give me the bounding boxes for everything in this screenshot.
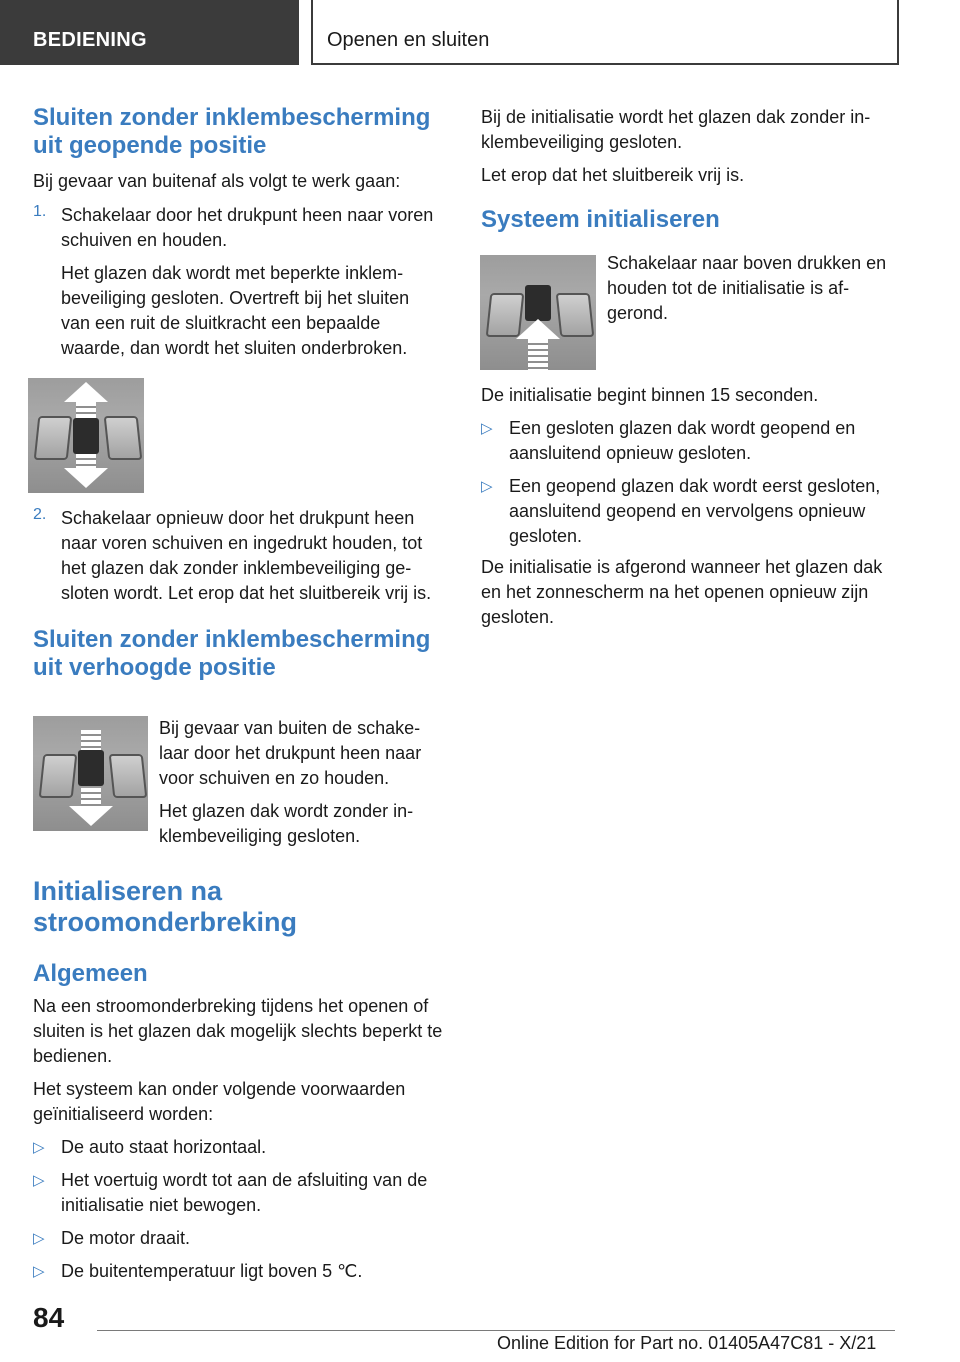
general-paragraph-1: Na een stroomonderbreking tijdens het openen of sluiten is het glazen dak mogelijk slechts beperkt te bedienen.: [33, 996, 443, 1066]
left-column-2: [33, 506, 443, 682]
heading-close-from-raised: Sluiten zonder inklembescherming uit verhoogde positie: [33, 626, 431, 681]
triangle-bullet-icon: ▷: [33, 1230, 45, 1247]
right-column-2: [481, 383, 896, 630]
triangle-bullet-icon: ▷: [33, 1139, 45, 1156]
step-2-number: 2.: [33, 506, 47, 523]
triangle-bullet-icon: ▷: [481, 420, 493, 437]
heading-init-after-power-loss: Initialiseren na stroomonderbreking: [33, 876, 298, 937]
right-paragraph-2: Let erop dat het sluitbereik vrij is.: [481, 165, 745, 185]
step-2-text: Schakelaar opnieuw door het drukpunt heen naar voren schuiven en ingedrukt houden, tot het glazen dak zonder inklembeveiliging gesloten wordt. Let erop dat het sluitbereik vrij is.: [61, 508, 432, 603]
triangle-bullet-icon: ▷: [33, 1172, 45, 1189]
list-item: ▷ Een geopend glazen dak wordt eerst gesloten, aansluitend geopend en vervolgens opnieuw gesloten.: [481, 476, 881, 546]
section-title: BEDIENING: [33, 29, 147, 51]
list-item: ▷ Een gesloten glazen dak wordt geopend en aansluitend opnieuw gesloten.: [481, 418, 856, 463]
system-init-text: [607, 251, 897, 326]
step-2: [33, 506, 443, 606]
chapter-title: Openen en sluiten: [327, 29, 490, 51]
raised-paragraph-1: Bij gevaar van buiten de schakelaar door het drukpunt heen naar voor schuiven en zo houden.: [159, 718, 422, 788]
conditions-list: [33, 1135, 443, 1284]
raised-paragraph-2: Het glazen dak wordt zonder inklembeveiliging gesloten.: [159, 801, 414, 846]
section-tab: [0, 0, 299, 65]
init-bullets: [481, 416, 896, 549]
switch-push-up-image: [480, 255, 596, 370]
left-column-3: [33, 876, 443, 1284]
step-1-note: Het glazen dak wordt met beperkte inklembeveiliging gesloten. Overtreft bij het sluiten van een ruit de sluitkracht een bepaalde waarde, dan wordt het sluiten onderbroken.: [61, 263, 410, 358]
switch-push-pull-image: [28, 378, 144, 493]
right-paragraph-4: De initialisatie is afgerond wanneer het glazen dak en het zonnescherm na het openen opnieuw zijn gesloten.: [481, 557, 883, 627]
list-item: ▷ De buitentemperatuur ligt boven 5 ℃.: [33, 1259, 443, 1284]
right-paragraph-1: Bij de initialisatie wordt het glazen dak zonder inklembeveiliging gesloten.: [481, 107, 871, 152]
triangle-bullet-icon: ▷: [481, 478, 493, 495]
paragraph-danger: Bij gevaar van buitenaf als volgt te werk gaan:: [33, 171, 401, 191]
switch-push-image: [33, 716, 148, 831]
chapter-tab: [311, 0, 899, 65]
right-column: [481, 105, 896, 234]
footer-edition: Online Edition for Part no. 01405A47C81 - X/21: [497, 1333, 877, 1353]
list-item: ▷ De auto staat horizontaal.: [33, 1135, 443, 1160]
heading-general: Algemeen: [33, 960, 148, 987]
step-1-text: Schakelaar door het drukpunt heen naar voren schuiven en houden.: [61, 205, 434, 250]
triangle-bullet-icon: ▷: [33, 1263, 45, 1280]
left-column: [33, 104, 443, 361]
page-number: 84: [33, 1302, 65, 1333]
list-item: ▷ Het voertuig wordt tot aan de afsluiting van de initialisatie niet bewogen.: [33, 1170, 428, 1215]
list-item: ▷ De motor draait.: [33, 1226, 443, 1251]
step-1: [33, 203, 443, 361]
heading-system-init: Systeem initialiseren: [481, 206, 720, 233]
raised-text: [159, 716, 444, 849]
general-paragraph-2: Het systeem kan onder volgende voorwaarden geïnitialiseerd worden:: [33, 1079, 406, 1124]
footer-divider: [97, 1330, 895, 1331]
right-paragraph-3: De initialisatie begint binnen 15 seconden.: [481, 385, 819, 405]
system-init-paragraph: Schakelaar naar boven drukken en houden tot de initialisatie is afgerond.: [607, 253, 887, 323]
step-1-number: 1.: [33, 203, 47, 220]
heading-close-from-open: Sluiten zonder inklembescherming uit geopende positie: [33, 104, 431, 159]
